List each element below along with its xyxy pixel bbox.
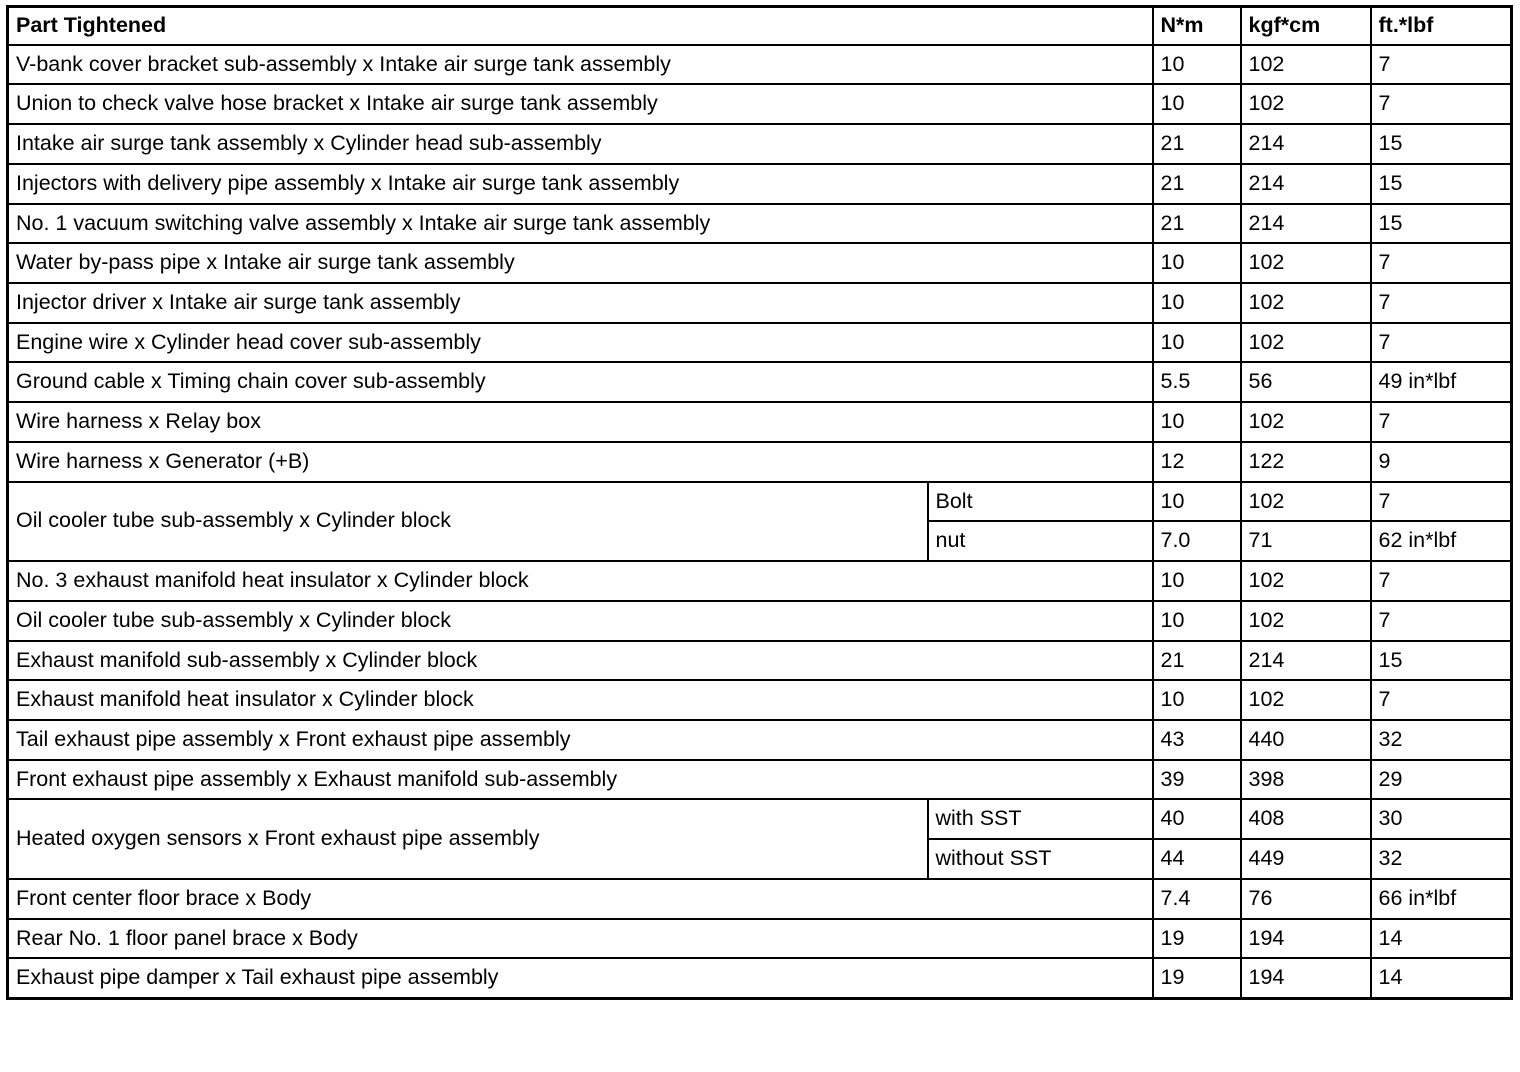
cell-part-subtype: without SST: [928, 839, 1153, 879]
cell-part-tightened: Oil cooler tube sub-assembly x Cylinder block: [8, 601, 1153, 641]
cell-nm: 10: [1153, 283, 1241, 323]
cell-nm: 44: [1153, 839, 1241, 879]
cell-nm: 5.5: [1153, 362, 1241, 402]
table-header: [8, 7, 1512, 45]
cell-nm: 7.0: [1153, 521, 1241, 561]
cell-part-subtype: nut: [928, 521, 1153, 561]
cell-kgfcm: 440: [1241, 720, 1371, 760]
cell-part-tightened: Wire harness x Generator (+B): [8, 442, 1153, 482]
table-row: [8, 720, 1512, 760]
cell-kgfcm: 71: [1241, 521, 1371, 561]
cell-kgfcm: 102: [1241, 84, 1371, 124]
cell-nm: 40: [1153, 799, 1241, 839]
cell-kgfcm: 102: [1241, 601, 1371, 641]
cell-nm: 7.4: [1153, 879, 1241, 919]
cell-ftlbf: 7: [1371, 243, 1512, 283]
cell-nm: 10: [1153, 402, 1241, 442]
cell-part-tightened: Tail exhaust pipe assembly x Front exhaust pipe assembly: [8, 720, 1153, 760]
cell-nm: 19: [1153, 919, 1241, 959]
cell-ftlbf: 15: [1371, 164, 1512, 204]
cell-ftlbf: 14: [1371, 958, 1512, 998]
table-row: [8, 641, 1512, 681]
cell-part-tightened: Injector driver x Intake air surge tank assembly: [8, 283, 1153, 323]
cell-ftlbf: 49 in*lbf: [1371, 362, 1512, 402]
cell-nm: 10: [1153, 482, 1241, 522]
table-row: [8, 760, 1512, 800]
cell-part-tightened: Oil cooler tube sub-assembly x Cylinder block: [8, 482, 928, 561]
cell-kgfcm: 56: [1241, 362, 1371, 402]
cell-part-tightened: Exhaust pipe damper x Tail exhaust pipe assembly: [8, 958, 1153, 998]
cell-ftlbf: 29: [1371, 760, 1512, 800]
table-row: [8, 680, 1512, 720]
cell-ftlbf: 15: [1371, 204, 1512, 244]
table-row: [8, 45, 1512, 85]
cell-ftlbf: 7: [1371, 680, 1512, 720]
cell-part-tightened: No. 3 exhaust manifold heat insulator x Cylinder block: [8, 561, 1153, 601]
cell-part-subtype: with SST: [928, 799, 1153, 839]
column-header-kgfcm: kgf*cm: [1241, 7, 1371, 45]
cell-part-tightened: Water by-pass pipe x Intake air surge tank assembly: [8, 243, 1153, 283]
table-row: [8, 283, 1512, 323]
table-row: [8, 164, 1512, 204]
column-header-ftlbf: ft.*lbf: [1371, 7, 1512, 45]
cell-ftlbf: 7: [1371, 45, 1512, 85]
cell-kgfcm: 214: [1241, 124, 1371, 164]
cell-ftlbf: 9: [1371, 442, 1512, 482]
cell-nm: 12: [1153, 442, 1241, 482]
cell-part-tightened: Heated oxygen sensors x Front exhaust pipe assembly: [8, 799, 928, 878]
cell-nm: 21: [1153, 124, 1241, 164]
cell-ftlbf: 15: [1371, 124, 1512, 164]
cell-kgfcm: 102: [1241, 680, 1371, 720]
cell-nm: 21: [1153, 164, 1241, 204]
cell-nm: 43: [1153, 720, 1241, 760]
header-row: [8, 7, 1512, 45]
table-row: [8, 482, 1512, 522]
cell-kgfcm: 102: [1241, 45, 1371, 85]
cell-part-tightened: Rear No. 1 floor panel brace x Body: [8, 919, 1153, 959]
table-row: [8, 84, 1512, 124]
cell-kgfcm: 449: [1241, 839, 1371, 879]
cell-kgfcm: 194: [1241, 958, 1371, 998]
table-body: [8, 45, 1512, 999]
table-row: [8, 243, 1512, 283]
column-header-nm: N*m: [1153, 7, 1241, 45]
table-row: [8, 561, 1512, 601]
cell-ftlbf: 7: [1371, 561, 1512, 601]
cell-part-tightened: Wire harness x Relay box: [8, 402, 1153, 442]
cell-ftlbf: 14: [1371, 919, 1512, 959]
cell-nm: 10: [1153, 561, 1241, 601]
cell-nm: 21: [1153, 204, 1241, 244]
cell-nm: 10: [1153, 323, 1241, 363]
cell-kgfcm: 214: [1241, 164, 1371, 204]
cell-ftlbf: 7: [1371, 283, 1512, 323]
table-row: [8, 919, 1512, 959]
table-row: [8, 362, 1512, 402]
cell-part-tightened: Ground cable x Timing chain cover sub-assembly: [8, 362, 1153, 402]
cell-nm: 10: [1153, 680, 1241, 720]
cell-kgfcm: 214: [1241, 204, 1371, 244]
cell-ftlbf: 7: [1371, 84, 1512, 124]
column-header-part-tightened: Part Tightened: [8, 7, 1153, 45]
cell-kgfcm: 102: [1241, 323, 1371, 363]
cell-part-tightened: Engine wire x Cylinder head cover sub-assembly: [8, 323, 1153, 363]
cell-nm: 19: [1153, 958, 1241, 998]
cell-ftlbf: 30: [1371, 799, 1512, 839]
cell-ftlbf: 7: [1371, 323, 1512, 363]
cell-part-tightened: Front center floor brace x Body: [8, 879, 1153, 919]
cell-ftlbf: 7: [1371, 402, 1512, 442]
cell-part-tightened: Intake air surge tank assembly x Cylinder head sub-assembly: [8, 124, 1153, 164]
cell-kgfcm: 122: [1241, 442, 1371, 482]
table-row: [8, 879, 1512, 919]
cell-part-tightened: No. 1 vacuum switching valve assembly x Intake air surge tank assembly: [8, 204, 1153, 244]
cell-kgfcm: 102: [1241, 402, 1371, 442]
cell-part-tightened: Exhaust manifold sub-assembly x Cylinder block: [8, 641, 1153, 681]
table-row: [8, 323, 1512, 363]
table-row: [8, 601, 1512, 641]
cell-part-tightened: Injectors with delivery pipe assembly x Intake air surge tank assembly: [8, 164, 1153, 204]
table-row: [8, 442, 1512, 482]
cell-nm: 10: [1153, 601, 1241, 641]
cell-ftlbf: 7: [1371, 482, 1512, 522]
table-row: [8, 124, 1512, 164]
cell-ftlbf: 32: [1371, 720, 1512, 760]
cell-kgfcm: 214: [1241, 641, 1371, 681]
cell-part-subtype: Bolt: [928, 482, 1153, 522]
cell-part-tightened: Front exhaust pipe assembly x Exhaust manifold sub-assembly: [8, 760, 1153, 800]
table-row: [8, 799, 1512, 839]
cell-kgfcm: 194: [1241, 919, 1371, 959]
cell-ftlbf: 62 in*lbf: [1371, 521, 1512, 561]
cell-kgfcm: 102: [1241, 482, 1371, 522]
cell-ftlbf: 15: [1371, 641, 1512, 681]
cell-nm: 39: [1153, 760, 1241, 800]
cell-nm: 10: [1153, 243, 1241, 283]
cell-ftlbf: 7: [1371, 601, 1512, 641]
torque-specification-table: [6, 5, 1513, 1000]
cell-nm: 21: [1153, 641, 1241, 681]
cell-ftlbf: 66 in*lbf: [1371, 879, 1512, 919]
cell-kgfcm: 76: [1241, 879, 1371, 919]
table-row: [8, 402, 1512, 442]
cell-part-tightened: Union to check valve hose bracket x Intake air surge tank assembly: [8, 84, 1153, 124]
cell-ftlbf: 32: [1371, 839, 1512, 879]
cell-kgfcm: 102: [1241, 243, 1371, 283]
cell-kgfcm: 102: [1241, 283, 1371, 323]
cell-nm: 10: [1153, 84, 1241, 124]
cell-kgfcm: 102: [1241, 561, 1371, 601]
cell-kgfcm: 398: [1241, 760, 1371, 800]
table-row: [8, 204, 1512, 244]
cell-kgfcm: 408: [1241, 799, 1371, 839]
cell-part-tightened: Exhaust manifold heat insulator x Cylinder block: [8, 680, 1153, 720]
table-row: [8, 958, 1512, 998]
cell-nm: 10: [1153, 45, 1241, 85]
cell-part-tightened: V-bank cover bracket sub-assembly x Intake air surge tank assembly: [8, 45, 1153, 85]
